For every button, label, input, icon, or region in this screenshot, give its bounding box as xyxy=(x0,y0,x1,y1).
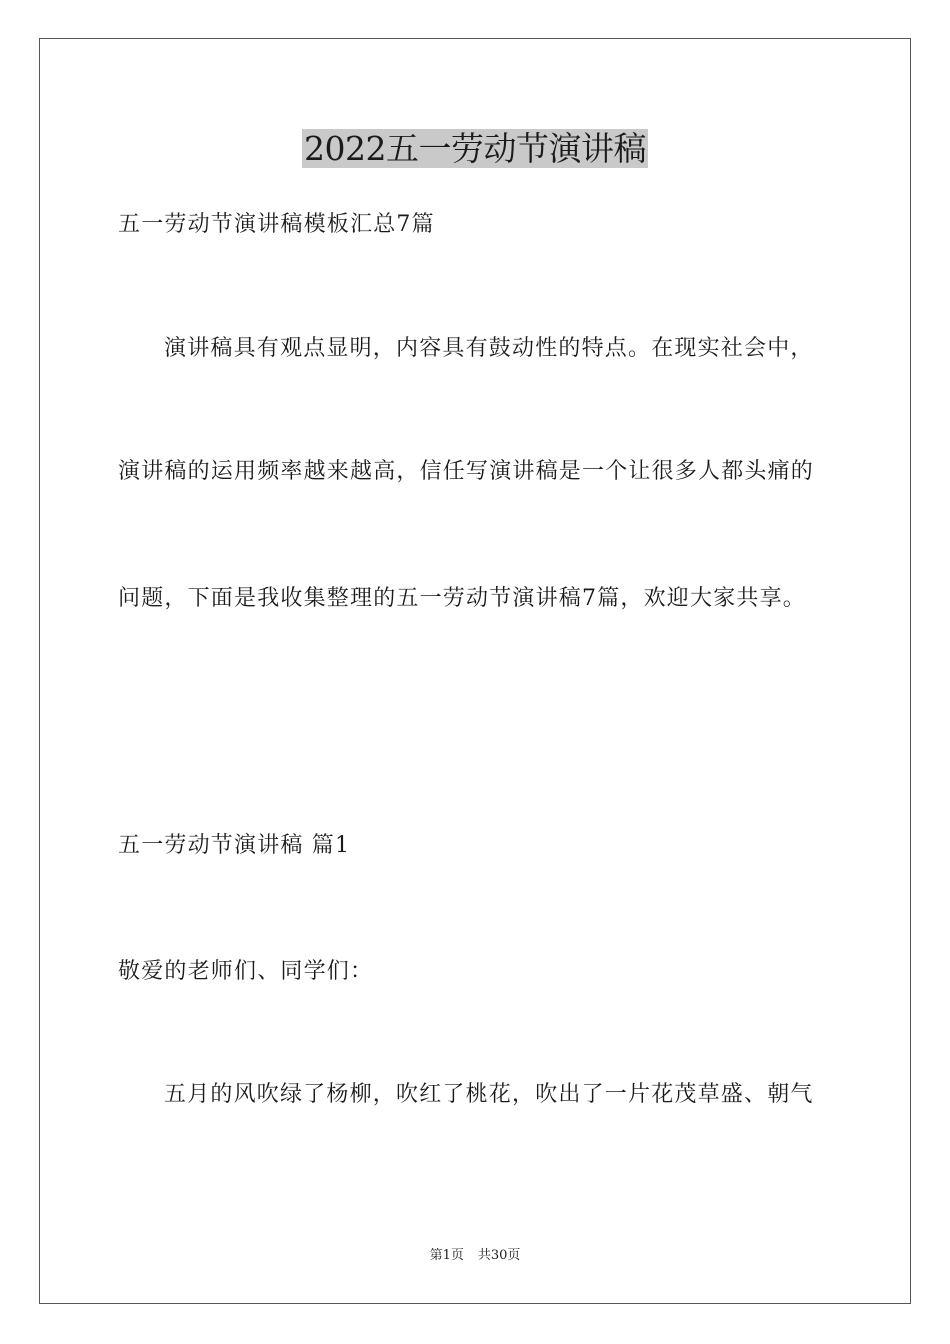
intro-line-1: 演讲稿具有观点显明，内容具有鼓动性的特点。在现实社会中， xyxy=(164,336,814,361)
document-subtitle: 五一劳动节演讲稿模板汇总7篇 xyxy=(118,212,435,237)
page-total: 共30页 xyxy=(477,1248,521,1263)
body-line-1: 五月的风吹绿了杨柳，吹红了桃花，吹出了一片花茂草盛、朝气 xyxy=(164,1082,814,1107)
document-title-text: 2022五一劳动节演讲稿 xyxy=(304,129,646,168)
page-number: 第1页 xyxy=(429,1248,464,1263)
document-title xyxy=(0,128,950,170)
page-footer xyxy=(0,1247,950,1265)
intro-line-3: 问题，下面是我收集整理的五一劳动节演讲稿7篇，欢迎大家共享。 xyxy=(118,586,806,611)
section-heading: 五一劳动节演讲稿 篇1 xyxy=(118,833,351,858)
salutation: 敬爱的老师们、同学们： xyxy=(118,959,374,984)
intro-line-2: 演讲稿的运用频率越来越高，信任写演讲稿是一个让很多人都头痛的 xyxy=(118,459,815,484)
